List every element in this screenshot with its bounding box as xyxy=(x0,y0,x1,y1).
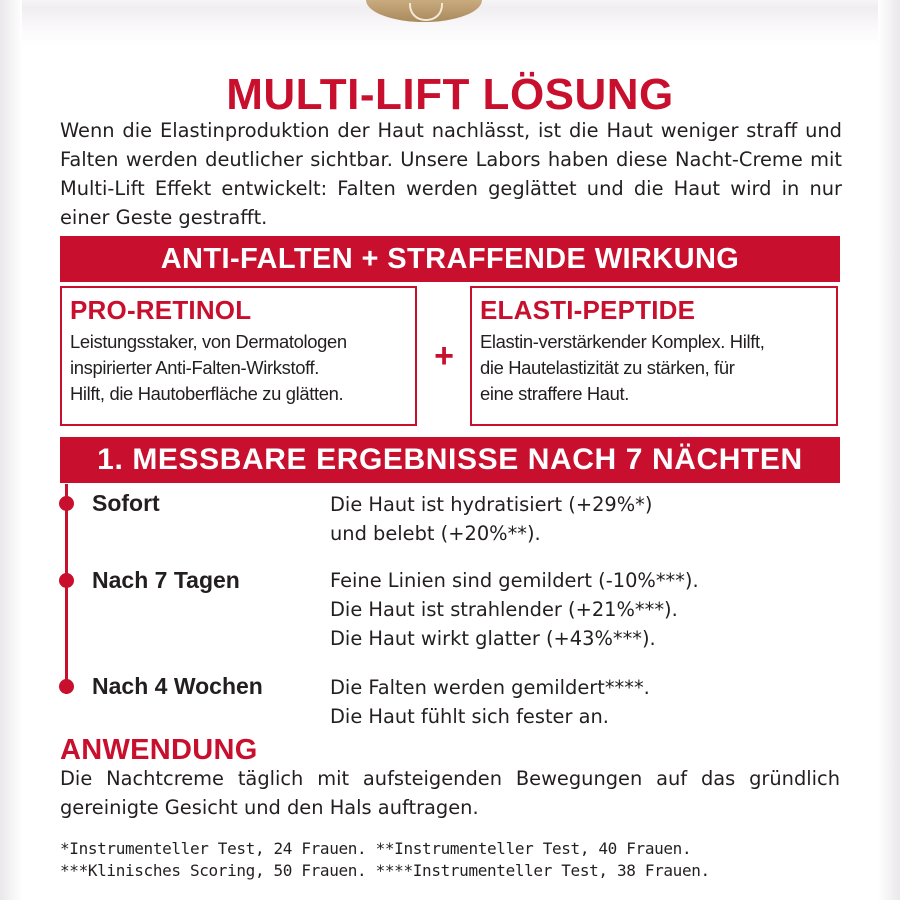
timeline-dot-icon xyxy=(59,679,74,694)
result-line: und belebt (+20%**). xyxy=(330,522,541,545)
ingredient-text-line: Hilft, die Hautoberfläche zu glätten. xyxy=(70,383,344,404)
timeline-dot-icon xyxy=(59,573,74,588)
result-line: Die Falten werden gemildert****. xyxy=(330,676,650,699)
footnote-line: *Instrumenteller Test, 24 Frauen. **Instrumenteller Test, 40 Frauen. xyxy=(60,839,692,858)
result-line: Die Haut fühlt sich fester an. xyxy=(330,705,609,728)
ingredient-text-line: eine straffere Haut. xyxy=(480,383,630,404)
intro-text: Wenn die Elastinproduktion der Haut nachlässt, ist die Haut weniger straff und Falten werden deutlicher sichtbar. Unsere Labors haben diese Nacht-Creme mit Multi-Lift Effekt entwickelt: Falten werden geglättet und die Haut wird in nur einer Geste gestrafft. xyxy=(60,119,842,229)
footnote-line: ***Klinisches Scoring, 50 Frauen. ****Instrumenteller Test, 38 Frauen. xyxy=(60,861,710,880)
page-title: MULTI-LIFT LÖSUNG xyxy=(226,70,674,119)
application-text: Die Nachtcreme täglich mit aufsteigenden Bewegungen auf das gründlich gereinigte Gesicht und den Hals auftragen. xyxy=(60,767,840,819)
result-line: Die Haut ist strahlender (+21%***). xyxy=(330,598,678,621)
ingredient-box-elasti-peptide xyxy=(470,286,838,426)
timeline-line xyxy=(65,484,68,694)
ingredient-title: ELASTI-PEPTIDE xyxy=(480,295,696,325)
result-label-sofort: Sofort xyxy=(92,490,160,516)
timeline-dot-icon xyxy=(59,496,74,511)
result-label-nach-4-wochen: Nach 4 Wochen xyxy=(92,673,263,699)
ingredient-title: PRO-RETINOL xyxy=(70,295,252,325)
ingredient-text-line: die Hautelastizität zu stärken, für xyxy=(480,357,735,378)
effect-banner: ANTI-FALTEN + STRAFFENDE WIRKUNG xyxy=(60,236,840,282)
ingredient-text-line: Elastin-verstärkender Komplex. Hilft, xyxy=(480,331,765,352)
ingredient-text-line: Leistungsstaker, von Dermatologen xyxy=(70,331,347,352)
application-title: ANWENDUNG xyxy=(60,734,258,766)
ingredient-text-line: inspirierter Anti-Falten-Wirkstoff. xyxy=(70,357,320,378)
result-line: Die Haut ist hydratisiert (+29%*) xyxy=(330,493,653,516)
result-line: Feine Linien sind gemildert (-10%***). xyxy=(330,569,699,592)
plus-sign: + xyxy=(434,337,454,375)
results-banner: 1. MESSBARE ERGEBNISSE NACH 7 NÄCHTEN xyxy=(60,437,840,483)
result-label-nach-7-tagen: Nach 7 Tagen xyxy=(92,567,240,593)
result-line: Die Haut wirkt glatter (+43%***). xyxy=(330,627,656,650)
ingredient-box-pro-retinol xyxy=(60,286,417,426)
